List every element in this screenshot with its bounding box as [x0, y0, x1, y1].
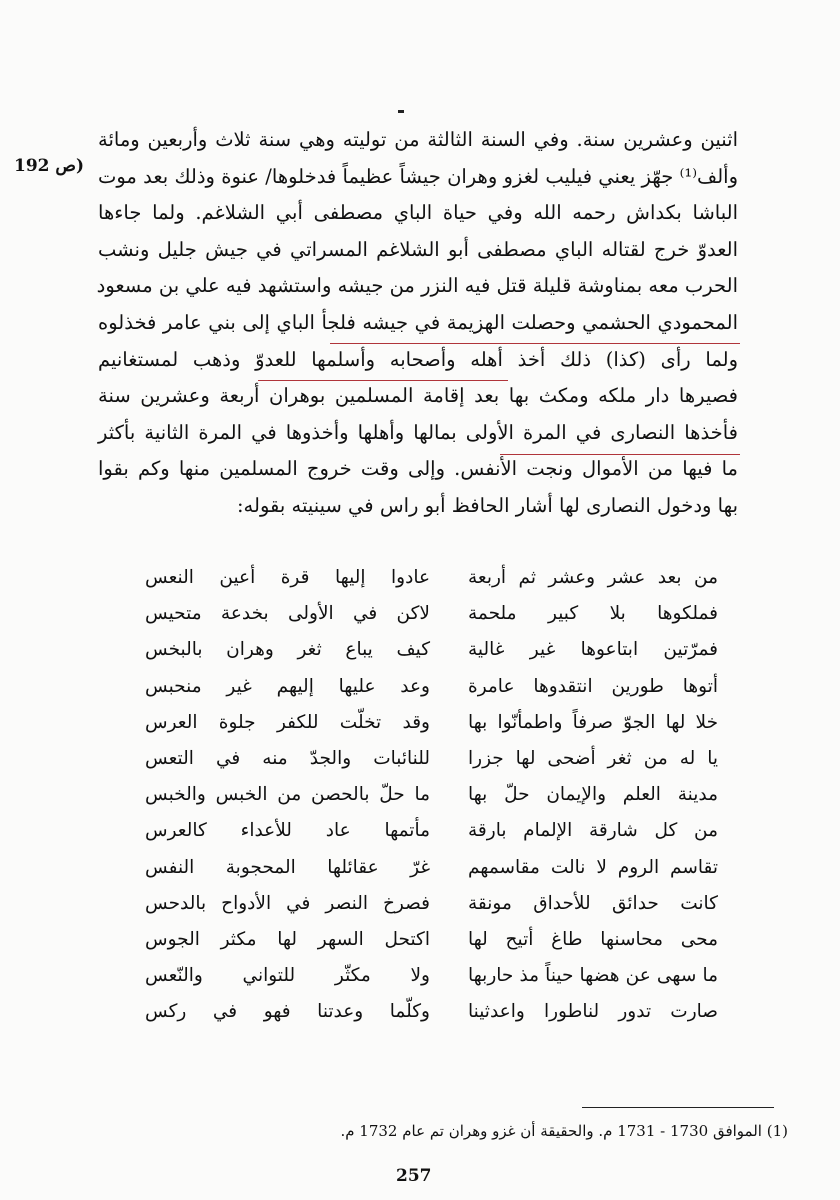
poem-right-column — [468, 560, 718, 1030]
verse-line: وكلّما وعدتنا فهو في ركس — [145, 1001, 430, 1023]
prose-line: اثنين وعشرين سنة. وفي السنة الثالثة من توليته وهي سنة ثلاث وأربعين ومائة — [98, 128, 738, 151]
verse-line: خلا لها الجوّ صرفاً واطمأنّوا بها — [468, 711, 718, 733]
verse-line: مدينة العلم والإيمان حلّ بها — [468, 784, 718, 806]
prose-line: العدوّ خرج لقتاله الباي مصطفى أبو الشلاغم المسراتي في جيش جليل ونشب — [98, 237, 738, 261]
footnote-divider — [582, 1107, 774, 1108]
verse-line: تقاسم الروم لا نالت مقاسمهم — [468, 856, 718, 878]
header-dash — [398, 110, 404, 113]
prose-line: المحمودي الحشمي وحصلت الهزيمة في جيشه فلجأ الباي إلى بني عامر فخذلوه — [98, 310, 738, 334]
verse-line: فمرّتين ابتاعوها غير غالية — [468, 639, 718, 661]
verse-line: أتوها طورين انتقدوها عامرة — [468, 675, 718, 697]
page-reference-marker: (ص 192 — [14, 156, 85, 176]
page-number: 257 — [396, 1166, 432, 1186]
prose-line: فأخذها النصارى في المرة الأولى بمالها وأهلها وأخذوها في المرة الثانية بأكثر — [98, 420, 738, 444]
prose-line: الباشا بكداش رحمه الله وفي حياة الباي مصطفى أبي الشلاغم. ولما جاءها — [98, 201, 738, 225]
prose-line: ولما رأى (كذا) ذلك أخذ أهله وأصحابه وأسلمها للعدوّ وذهب لمستغانيم — [98, 347, 738, 371]
verse-line: لاكن في الأولى بخدعة متحيس — [145, 603, 430, 625]
footnote: (1) الموافق 1730 - 1731 م. والحقيقة أن غزو وهران تم عام 1732 م. — [340, 1122, 788, 1140]
verse-line: عادوا إليها قرة أعين النعس — [145, 567, 430, 588]
red-underline — [500, 454, 740, 455]
verse-line: محى محاسنها طاغ أتيح لها — [468, 928, 718, 950]
verse-line: من بعد عشر وعشر ثم أربعة — [468, 567, 718, 588]
prose-line: ما فيها من الأموال ونجت الأنفس. وإلى وقت خروج المسلمين منها وكم بقوا — [98, 457, 738, 481]
verse-line: ما حلّ بالحصن من الخبس والخبس — [145, 784, 430, 806]
prose-line: فصيرها دار ملكه ومكث بها بعد إقامة المسلمين بوهران أربعة وعشرين سنة — [98, 384, 738, 408]
verse-line: وعد عليها إليهم غير منحبس — [145, 675, 430, 697]
verse-line: وقد تخلّت للكفر جلوة العرس — [145, 711, 430, 733]
verse-line: للنائبات والجدّ منه في التعس — [145, 747, 430, 769]
verse-line: صارت تدور لناطورا واعدثينا — [468, 1001, 718, 1023]
prose-line: الحرب معه بمناوشة قليلة قتل فيه النزر من جيشه واستشهد فيه علي بن مسعود — [96, 274, 738, 298]
verse-line: اكتحل السهر لها مكثر الجوس — [145, 928, 430, 950]
verse-line: غرّ عقائلها المحجوبة النفس — [145, 856, 430, 878]
verse-line: ما سهى عن هضها حيناً مذ حاربها — [468, 965, 718, 987]
verse-line: ولا مكثّر للتواني والنّعس — [145, 965, 430, 987]
red-underline — [330, 343, 740, 344]
verse-line: من كل شارقة الإلمام بارقة — [468, 820, 718, 842]
verse-line: مأتمها عاد للأعداء كالعرس — [145, 820, 430, 842]
poem-left-column — [145, 560, 430, 1030]
verse-line: كيف يباع ثغر وهران بالبخس — [145, 639, 430, 661]
prose-paragraph — [98, 122, 738, 525]
red-underline — [258, 380, 508, 381]
prose-line: وألف⁽¹⁾ جهّز يعني فيليب لغزو وهران جيشاً عظيماً فدخلوها/ عنوة وذلك بعد موت — [98, 164, 738, 188]
verse-line: كانت حدائق للأحداق مونقة — [468, 892, 718, 914]
verse-line: يا له من ثغر أضحى لها جزرا — [468, 747, 718, 769]
prose-line: بها ودخول النصارى لها أشار الحافظ أبو راس في سينيته بقوله: — [236, 493, 738, 517]
verse-line: فملكوها بلا كبير ملحمة — [468, 603, 718, 625]
verse-line: فصرخ النصر في الأدواح بالدحس — [145, 892, 430, 914]
